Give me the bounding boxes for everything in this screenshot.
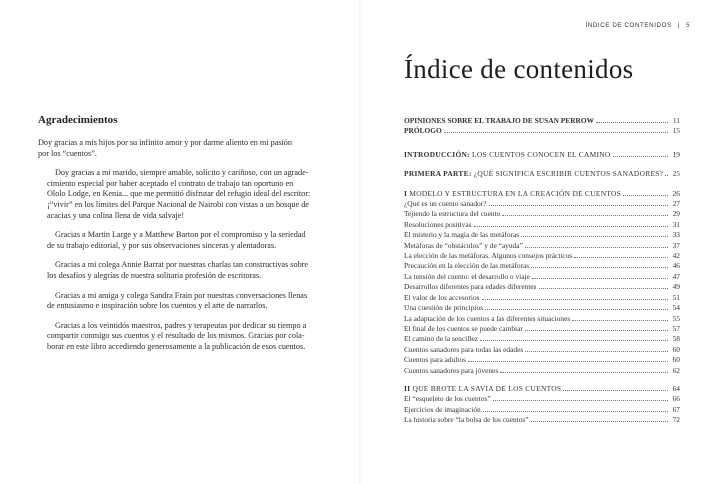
paragraph-line: los desafíos y alegrías de nuestra solitaria profesión de escritoras. — [47, 270, 262, 280]
toc-entry-text: Resoluciones positivas — [404, 219, 472, 229]
paragraph-line: cimiento especial por haber aceptado el contrato de trabajo tan oportuno en — [47, 178, 294, 188]
toc-leader-dots — [539, 288, 668, 289]
toc-entry — [404, 261, 680, 271]
paragraph-line: borar en este libro accediendo generosamente a la publicación de esos cuentos. — [47, 341, 306, 351]
toc-entry — [404, 220, 680, 230]
toc-page-number: 66 — [672, 394, 680, 404]
toc-entry-label — [404, 415, 529, 425]
toc-entry — [404, 303, 680, 313]
acknowledgement-paragraph — [38, 321, 318, 353]
toc-leader-dots — [532, 278, 668, 279]
toc-entry — [404, 314, 680, 324]
toc-page-number: 46 — [672, 261, 680, 271]
toc-entry — [404, 282, 680, 292]
paragraph-line: compartir conmigo sus cuentos y el resultado de los mismos. Gracias por cola- — [47, 331, 305, 341]
toc-entry-label — [404, 303, 483, 313]
toc-entry — [404, 126, 680, 136]
toc-page-number: 57 — [672, 323, 680, 333]
toc-leader-dots — [596, 122, 668, 123]
toc-entry-text: Ejercicios de imaginación — [404, 404, 481, 414]
paragraph-line: acacias y una colina llena de vida salvaje! — [47, 210, 185, 220]
toc-page-number: 47 — [672, 271, 680, 281]
acknowledgement-paragraph — [38, 138, 318, 159]
toc-entry-label — [404, 150, 611, 160]
paragraph-line: Gracias a los veintidós maestros, padres y terapeutas por dedicar su tiempo a — [55, 320, 307, 330]
toc-entry-label — [404, 251, 572, 261]
toc-entry-label — [404, 241, 523, 251]
paragraph-line: de entusiasmo e inspiración sobre los cuentos y el arte de narrarlos. — [47, 301, 268, 311]
toc-entry — [404, 241, 680, 251]
paragraph-line: Ololo Lodge, en Kenia... que me permitió disfrutar del refugio ideal del escritor: — [47, 189, 311, 199]
acknowledgement-paragraph — [38, 291, 318, 312]
toc-entry-label — [404, 230, 519, 240]
toc-leader-dots — [485, 309, 668, 310]
toc-leader-dots — [531, 267, 668, 268]
toc-entry-text: ¿Qué es un cuento sanador? — [404, 199, 487, 209]
toc-leader-dots — [480, 340, 668, 341]
toc-entry — [404, 230, 680, 240]
toc-entry-label — [404, 293, 480, 303]
toc-spacer — [404, 137, 680, 150]
toc-entry-text: QUE BROTE LA SAVIA DE LOS CUENTOS — [410, 383, 562, 393]
toc-entry — [404, 293, 680, 303]
running-header — [585, 22, 690, 29]
toc-entry-label — [404, 394, 491, 404]
toc-page-number: 33 — [672, 230, 680, 240]
paragraph-line: ¡“vivir” en los límites del Parque Nacional de Nairobi con vistas a un bosque de — [47, 199, 309, 209]
toc-entry-label — [404, 209, 500, 219]
paragraph-line: por los “cuentos”. — [38, 148, 97, 158]
toc-entry-label — [404, 324, 523, 334]
toc-entry — [404, 116, 680, 126]
toc-entry-text: Metáforas de “obstáculos” y de “ayuda” — [404, 240, 523, 250]
toc-entry-label — [404, 169, 663, 179]
toc-page-number: 11 — [672, 116, 680, 125]
acknowledgement-paragraph — [38, 168, 318, 221]
toc-leader-dots — [572, 320, 668, 321]
toc-entry — [404, 394, 680, 404]
toc-entry-label — [404, 116, 594, 126]
toc-leader-dots — [468, 361, 668, 362]
toc-entry-text: El “esqueleto de los cuentos” — [404, 394, 491, 404]
toc-entry-text: La historia sobre “la bolsa de los cuentos” — [404, 415, 529, 425]
paragraph-line: Gracias a mi colega Annie Barrat por nuestras charlas tan constructivas sobre — [55, 260, 309, 270]
toc-leader-dots — [525, 330, 668, 331]
toc-leader-dots — [493, 400, 668, 401]
toc-page-number: 67 — [672, 404, 680, 414]
toc-entry-text: MODELO Y ESTRUCTURA EN LA CREACIÓN DE CUENTOS — [407, 188, 622, 198]
toc-entry — [404, 405, 680, 415]
toc-page-number: 51 — [672, 292, 680, 302]
toc-spacer — [404, 180, 680, 189]
toc-entry-prefix: I — [404, 188, 408, 198]
toc-page-number: 72 — [672, 415, 680, 425]
toc-entry — [404, 415, 680, 425]
toc-page-number: 25 — [672, 169, 680, 179]
toc-entry — [404, 189, 680, 199]
toc-entry — [404, 334, 680, 344]
toc-entry-label — [404, 334, 478, 344]
paragraph-line: Gracias a Martin Large y a Matthew Barton por el compromiso y la seriedad — [55, 230, 306, 240]
toc-page-number: 29 — [672, 209, 680, 219]
toc-entry-text: OPINIONES SOBRE EL TRABAJO DE SUSAN PERROW — [404, 116, 595, 125]
toc-entry-label — [404, 220, 472, 230]
toc-entry-text: La elección de las metáforas. Algunos consejos prácticos — [404, 251, 573, 261]
toc-page-number: 64 — [672, 383, 680, 393]
toc-leader-dots — [525, 351, 668, 352]
toc-entry — [404, 384, 680, 394]
toc-entry — [404, 150, 680, 160]
page-title: Índice de contenidos — [404, 54, 634, 84]
toc-leader-dots — [521, 236, 668, 237]
toc-entry-text: Cuentos para adultos — [404, 355, 466, 365]
toc-entry-text: El valor de los accesorios — [404, 292, 480, 302]
toc-entry-label — [404, 261, 529, 271]
toc-leader-dots — [474, 226, 668, 227]
toc-entry-label — [404, 199, 487, 209]
toc-leader-dots — [489, 205, 669, 206]
toc-entry-label — [404, 345, 523, 355]
acknowledgement-paragraph — [38, 230, 318, 251]
toc-entry-label — [404, 405, 481, 415]
toc-page-number: 27 — [672, 199, 680, 209]
toc-entry-text: Cuentos sanadores para todas las edades — [404, 344, 524, 354]
acknowledgements-title: Agradecimientos — [38, 114, 118, 126]
acknowledgement-paragraph — [38, 260, 318, 281]
toc-leader-dots — [483, 411, 668, 412]
toc-entry-label — [404, 126, 442, 136]
toc-entry-label — [404, 282, 537, 292]
toc-entry-text: El misterio y la magia de las metáforas — [404, 230, 520, 240]
paragraph-line: Doy gracias a mi marido, siempre amable, solícito y cariñoso, con un agrade- — [55, 168, 309, 178]
toc-page-number: 19 — [672, 149, 680, 159]
toc-entry — [404, 272, 680, 282]
toc-entry-text: El final de los cuentos se puede cambiar — [404, 323, 523, 333]
toc-entry-text: El camino de la sencillez — [404, 334, 478, 344]
toc-leader-dots — [613, 156, 668, 157]
toc-leader-dots — [500, 372, 668, 373]
toc-entry-text: La adaptación de los cuentos a las diferentes situaciones — [404, 313, 571, 323]
toc-entry-label — [404, 366, 498, 376]
toc-leader-dots — [482, 299, 668, 300]
toc-leader-dots — [574, 257, 668, 258]
page-gutter — [359, 0, 361, 484]
toc-entry — [404, 209, 680, 219]
toc-entry-prefix: II — [404, 383, 411, 393]
toc-entry-text: LOS CUENTOS CONOCEN EL CAMINO — [469, 149, 611, 159]
toc-entry — [404, 355, 680, 365]
header-section: ÍNDICE DE CONTENIDOS — [585, 22, 672, 29]
toc-page-number: 31 — [672, 219, 680, 229]
toc-leader-dots — [623, 195, 668, 196]
header-separator: | — [677, 22, 680, 29]
toc-page-number: 55 — [672, 313, 680, 323]
toc-leader-dots — [665, 175, 668, 176]
toc-page-number: 60 — [672, 344, 680, 354]
paragraph-line: Gracias a mi amiga y colega Sandra Frain por nuestras conversaciones llenas — [55, 290, 308, 300]
acknowledgements-body — [38, 138, 318, 353]
toc-page-number: 58 — [672, 334, 680, 344]
paragraph-line: Doy gracias a mis hijos por su infinito amor y por darme aliento en mi pasión — [38, 138, 292, 147]
toc-entry-text: Precaución en la elección de las metáforas — [404, 261, 530, 271]
paragraph-line: de su trabajo editorial, y por sus observaciones sinceras y alentadoras. — [47, 240, 277, 250]
toc-page-number: 26 — [672, 188, 680, 198]
toc-page-number: 60 — [672, 355, 680, 365]
toc-entry-text: Desarrollos diferentes para edades diferentes — [404, 282, 537, 292]
toc-entry — [404, 169, 680, 179]
toc-leader-dots — [444, 132, 668, 133]
toc-page-number: 54 — [672, 303, 680, 313]
toc-leader-dots — [531, 421, 668, 422]
toc-entry — [404, 345, 680, 355]
toc-entry — [404, 199, 680, 209]
toc-entry — [404, 251, 680, 261]
toc-leader-dots — [502, 215, 668, 216]
toc-page-number: 37 — [672, 240, 680, 250]
table-of-contents — [404, 116, 680, 426]
left-page — [38, 114, 318, 362]
toc-entry-text: Cuentos sanadores para jóvenes — [404, 365, 499, 375]
toc-entry-label — [404, 314, 570, 324]
toc-entry-prefix: PRIMERA PARTE: — [404, 169, 472, 179]
toc-page-number: 49 — [672, 282, 680, 292]
toc-entry-label — [404, 189, 621, 199]
toc-entry — [404, 366, 680, 376]
toc-entry — [404, 324, 680, 334]
toc-entry-label — [404, 272, 530, 282]
toc-entry-label — [404, 384, 561, 394]
toc-leader-dots — [525, 247, 668, 248]
toc-page-number: 42 — [672, 251, 680, 261]
toc-spacer — [404, 160, 680, 169]
page-number: 5 — [685, 22, 690, 29]
toc-entry-text: ¿QUÉ SIGNIFICA ESCRIBIR CUENTOS SANADORES? — [471, 169, 664, 179]
toc-entry-label — [404, 355, 466, 365]
toc-entry-text: PRÓLOGO — [404, 126, 442, 136]
toc-page-number: 62 — [672, 365, 680, 375]
toc-leader-dots — [563, 390, 668, 391]
toc-spacer — [404, 376, 680, 384]
toc-page-number: 15 — [672, 126, 680, 136]
toc-entry-text: La tensión del cuento: el desarrollo o viaje — [404, 271, 530, 281]
toc-entry-text: Tejiendo la estructura del cuento — [404, 209, 501, 219]
toc-entry-prefix: INTRODUCCIÓN: — [404, 149, 470, 159]
toc-entry-text: Una cuestión de principios — [404, 303, 484, 313]
